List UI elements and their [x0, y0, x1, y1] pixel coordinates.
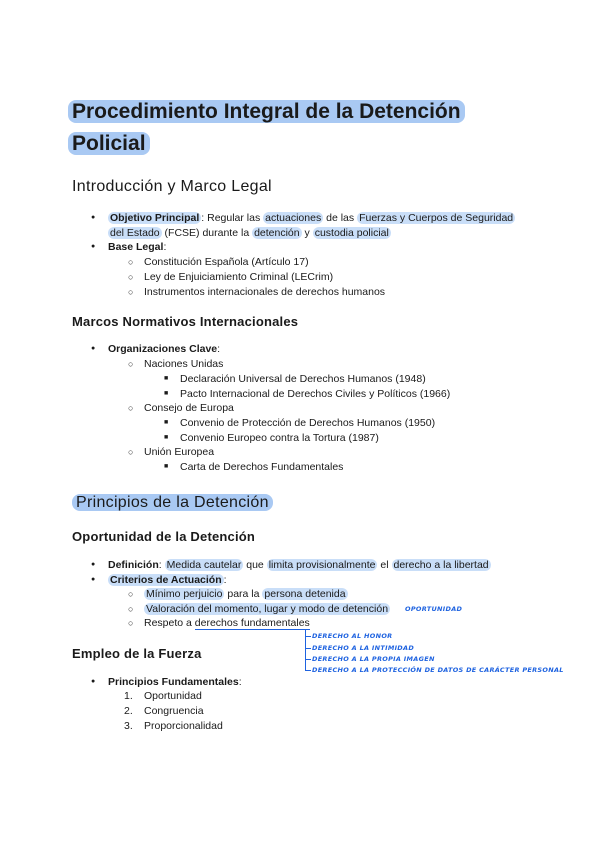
list-item: 3. Proporcionalidad	[124, 720, 223, 732]
handwritten-note: DERECHO AL HONOR	[312, 632, 393, 640]
list-item: 1. Oportunidad	[124, 690, 202, 702]
list-item: ■ Convenio de Protección de Derechos Humanos (1950)	[180, 416, 435, 430]
list-item-organizaciones: ● Organizaciones Clave:	[108, 342, 220, 356]
list-item: ○ Valoración del momento, lugar y modo de detención	[144, 602, 390, 616]
annotation-tick	[305, 636, 311, 637]
list-item: ■ Carta de Derechos Fundamentales	[180, 460, 343, 474]
annotation-tick	[305, 648, 311, 649]
subsection-heading-oportunidad: Oportunidad de la Detención	[72, 529, 256, 544]
list-item: ■ Declaración Universal de Derechos Humanos (1948)	[180, 372, 426, 386]
subsection-heading-marcos: Marcos Normativos Internacionales	[72, 314, 299, 329]
list-item-base-legal: ● Base Legal:	[108, 240, 166, 254]
list-item: ○ Respeto a derechos fundamentales	[144, 616, 310, 630]
handwritten-note: DERECHO A LA INTIMIDAD	[312, 644, 415, 652]
list-item: ○ Naciones Unidas	[144, 357, 223, 371]
list-item: ○ Consejo de Europa	[144, 401, 234, 415]
list-item: 2. Congruencia	[124, 705, 204, 717]
page-title: Procedimiento Integral de la Detención Policial	[68, 96, 538, 160]
list-item: ■ Pacto Internacional de Derechos Civiles y Políticos (1966)	[180, 387, 450, 401]
annotation-tick	[305, 659, 311, 660]
handwritten-note: DERECHO A LA PROTECCIÓN DE DATOS DE CARÁCTER PERSONAL	[312, 666, 564, 674]
section-heading-principios: Principios de la Detención	[72, 494, 273, 512]
list-item: ○ Unión Europea	[144, 445, 214, 459]
annotation-tick	[305, 670, 311, 671]
list-item-definicion: ● Definición: Medida cautelar que limita provisionalmente el derecho a la libertad	[108, 558, 491, 572]
list-item-principios-fundamentales: ● Principios Fundamentales:	[108, 675, 242, 689]
handwritten-note-oportunidad: OPORTUNIDAD	[405, 605, 463, 613]
subsection-heading-fuerza: Empleo de la Fuerza	[72, 646, 202, 661]
list-item: ○ Constitución Española (Artículo 17)	[144, 255, 309, 269]
list-item-objetivo-cont: del Estado (FCSE) durante la detención y custodia policial	[110, 227, 389, 239]
list-item: ■ Convenio Europeo contra la Tortura (1987)	[180, 431, 379, 445]
list-item: ○ Ley de Enjuiciamiento Criminal (LECrim)	[144, 270, 333, 284]
list-item: ○ Mínimo perjuicio para la persona detenida	[144, 587, 348, 601]
list-item: ○ Instrumentos internacionales de derechos humanos	[144, 285, 385, 299]
handwritten-note: DERECHO A LA PROPIA IMAGEN	[312, 655, 435, 663]
list-item-objetivo: ● Objetivo Principal : Regular las actuaciones de las Fuerzas y Cuerpos de Seguridad	[108, 211, 515, 225]
section-heading-intro: Introducción y Marco Legal	[72, 178, 272, 195]
list-item-criterios: ● Criterios de Actuación :	[108, 573, 227, 587]
